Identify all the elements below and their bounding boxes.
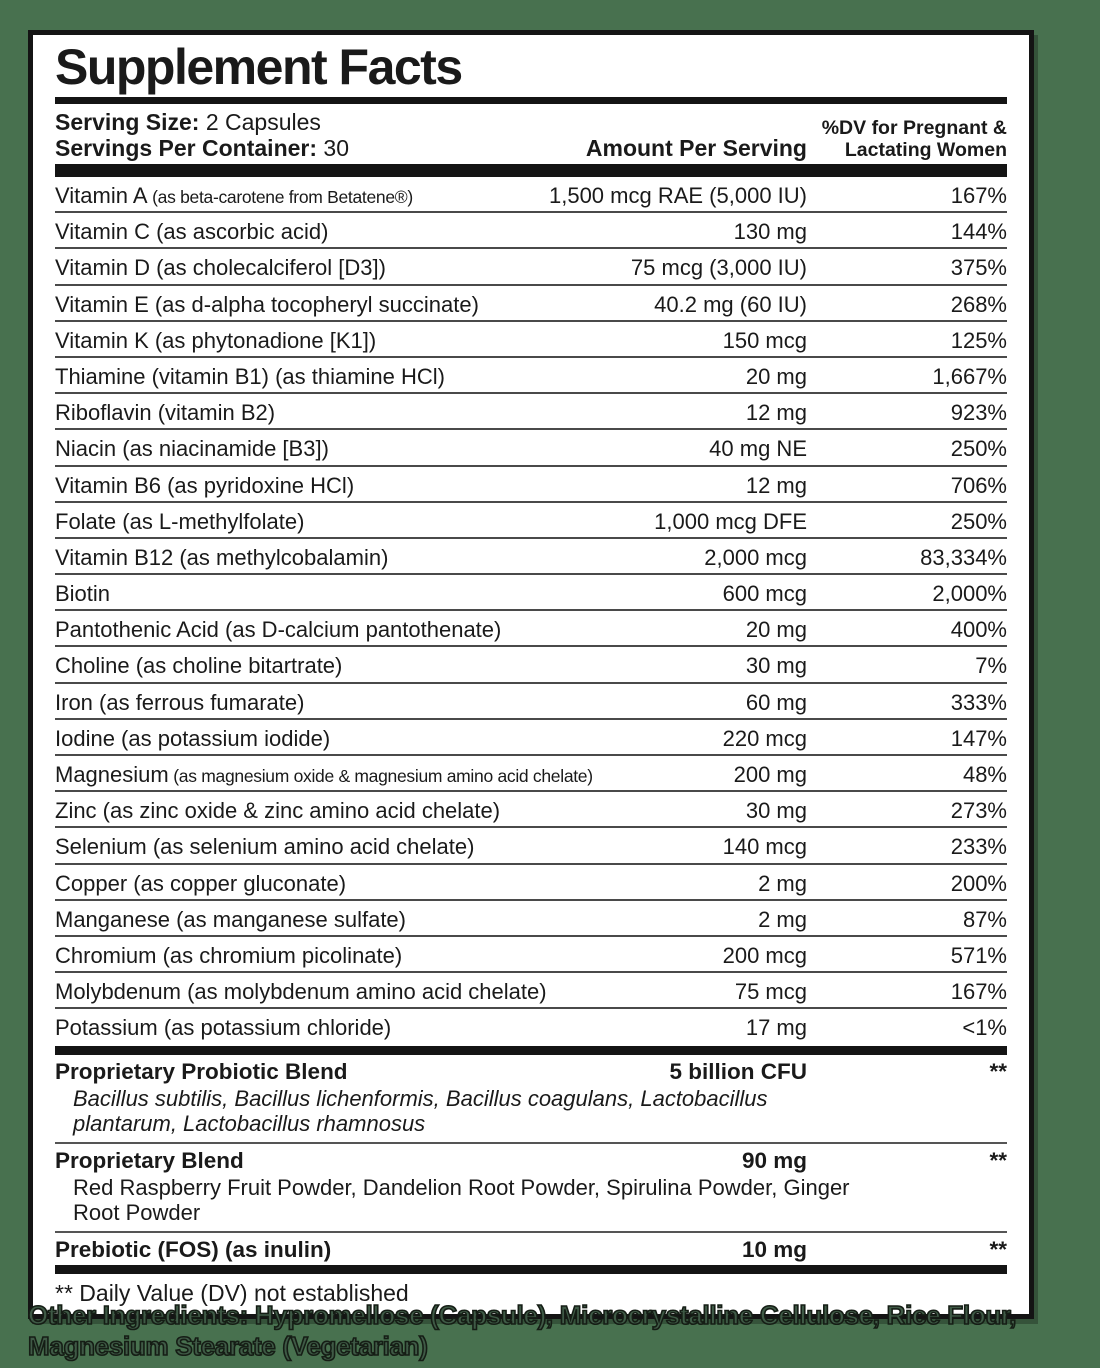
nutrient-name: Vitamin B6 (as pyridoxine HCl): [55, 472, 355, 498]
nutrient-amount: 40 mg NE: [709, 436, 807, 462]
nutrient-row: [55, 720, 1007, 756]
nutrient-name: Vitamin C (as ascorbic acid): [55, 219, 329, 245]
nutrient-row: [55, 792, 1007, 828]
daily-value-footnote: ** Daily Value (DV) not established: [55, 1279, 409, 1306]
nutrient-name: Iron (as ferrous fumarate): [55, 689, 305, 715]
nutrient-row: [55, 249, 1007, 285]
nutrient-amount: 200 mg: [733, 762, 807, 787]
blend-dv: **: [989, 1236, 1007, 1262]
blend-row: [55, 1055, 1007, 1142]
blends-divider-bar: [55, 1046, 1007, 1055]
nutrient-row: [55, 177, 1007, 213]
nutrient-dv: 1,667%: [932, 363, 1007, 389]
nutrient-dv: 333%: [950, 689, 1007, 715]
nutrient-name: Niacin (as niacinamide [B3]): [55, 436, 329, 462]
nutrient-row: [55, 394, 1007, 430]
nutrient-row: [55, 756, 1007, 792]
nutrient-dv: 167%: [950, 183, 1007, 208]
nutrient-row: [55, 213, 1007, 249]
nutrient-dv: 706%: [950, 472, 1007, 498]
nutrient-amount: 600 mcg: [722, 581, 807, 607]
nutrient-row: [55, 684, 1007, 720]
nutrient-name: Vitamin K (as phytonadione [K1]): [55, 327, 377, 353]
blend-name: Proprietary Probiotic Blend: [55, 1058, 348, 1084]
nutrient-dv: 147%: [950, 725, 1007, 751]
servings-per-container-label: Servings Per Container:: [55, 135, 318, 161]
nutrient-name: Iodine (as potassium iodide): [55, 725, 331, 751]
nutrient-dv: 375%: [950, 255, 1007, 281]
nutrient-row: [55, 575, 1007, 611]
nutrient-amount: 75 mcg: [734, 979, 807, 1005]
header-divider-bar: [55, 164, 1007, 177]
nutrient-row: [55, 467, 1007, 503]
blend-detail: Bacillus subtilis, Bacillus lichenformis, Bacillus coagulans, Lactobacillus plantarum, Lactobacillus rhamnosus: [73, 1085, 768, 1136]
nutrient-dv: 400%: [950, 617, 1007, 643]
nutrient-amount: 20 mg: [745, 363, 807, 389]
nutrient-amount: 140 mcg: [722, 834, 807, 860]
nutrient-amount: 2 mg: [758, 906, 807, 932]
nutrient-amount: 2 mg: [758, 870, 807, 896]
blend-amount: 90 mg: [741, 1147, 807, 1173]
other-ingredients-text: Hypromellose (Capsule), Microcrystalline Cellulose, Rice Flour, Magnesium Stearate (Vegetarian): [28, 1300, 1017, 1361]
nutrient-amount: 40.2 mg (60 IU): [654, 291, 807, 317]
nutrient-dv: <1%: [962, 1015, 1007, 1041]
nutrient-amount: 30 mg: [745, 798, 807, 824]
nutrient-row: [55, 611, 1007, 647]
nutrient-row: [55, 539, 1007, 575]
nutrient-name: Pantothenic Acid (as D-calcium pantothenate): [55, 617, 502, 643]
nutrient-dv: 83,334%: [920, 544, 1007, 570]
nutrient-name: Potassium (as potassium chloride): [55, 1015, 392, 1041]
nutrient-name: Copper (as copper gluconate): [55, 870, 347, 896]
nutrient-name: Chromium (as chromium picolinate): [55, 942, 403, 968]
blend-detail: Red Raspberry Fruit Powder, Dandelion Root Powder, Spirulina Powder, Ginger Root Powder: [73, 1174, 850, 1225]
nutrient-row: [55, 828, 1007, 864]
serving-header-block: [55, 104, 1007, 164]
nutrient-amount: 200 mcg: [722, 942, 807, 968]
nutrient-amount: 17 mg: [745, 1015, 807, 1041]
panel-title: Supplement Facts: [55, 39, 462, 95]
nutrient-row: [55, 503, 1007, 539]
nutrient-amount: 130 mg: [733, 219, 807, 245]
blend-amount: 10 mg: [741, 1236, 807, 1262]
nutrient-source-note: (as magnesium oxide & magnesium amino acid chelate): [168, 766, 593, 786]
nutrient-row: [55, 1009, 1007, 1045]
nutrient-amount: 1,000 mcg DFE: [654, 508, 807, 534]
nutrient-dv: 7%: [975, 653, 1007, 679]
nutrient-amount: 12 mg: [745, 400, 807, 426]
nutrient-row: [55, 358, 1007, 394]
nutrient-dv: 87%: [962, 906, 1007, 932]
dv-column-header-line1: %DV for Pregnant &: [821, 117, 1007, 139]
nutrient-name: Vitamin A (as beta-carotene from Betatene®): [55, 183, 413, 208]
nutrient-amount: 12 mg: [745, 472, 807, 498]
nutrient-amount: 30 mg: [745, 653, 807, 679]
dv-column-header: [822, 117, 1007, 161]
nutrient-row: [55, 322, 1007, 358]
blend-row: [55, 1231, 1007, 1265]
nutrient-amount: 220 mcg: [722, 725, 807, 751]
nutrient-row: [55, 973, 1007, 1009]
nutrient-row: [55, 937, 1007, 973]
nutrient-dv: 268%: [950, 291, 1007, 317]
blend-amount: 5 billion CFU: [669, 1058, 807, 1084]
nutrient-name: Selenium (as selenium amino acid chelate): [55, 834, 475, 860]
nutrient-amount: 150 mcg: [722, 327, 807, 353]
other-ingredients-label: Other Ingredients:: [28, 1300, 248, 1330]
title-divider: [55, 97, 1007, 104]
nutrient-dv: 144%: [950, 219, 1007, 245]
nutrient-name: Vitamin E (as d-alpha tocopheryl succinate): [55, 291, 479, 317]
nutrient-dv: 233%: [950, 834, 1007, 860]
amount-column-header: Amount Per Serving: [585, 135, 807, 161]
nutrient-rows: [55, 177, 1007, 1046]
nutrient-amount: 75 mcg (3,000 IU): [630, 255, 807, 281]
blend-dv: **: [989, 1147, 1007, 1173]
nutrient-name: Molybdenum (as molybdenum amino acid chelate): [55, 979, 547, 1005]
nutrient-dv: 571%: [950, 942, 1007, 968]
nutrient-name: Biotin: [55, 581, 111, 607]
blend-rows: [55, 1055, 1007, 1265]
nutrient-dv: 2,000%: [932, 581, 1007, 607]
nutrient-name: Thiamine (vitamin B1) (as thiamine HCl): [55, 363, 445, 389]
nutrient-dv: 200%: [950, 870, 1007, 896]
nutrient-row: [55, 286, 1007, 322]
nutrient-name: Manganese (as manganese sulfate): [55, 906, 406, 932]
nutrient-name: Vitamin D (as cholecalciferol [D3]): [55, 255, 386, 281]
dv-column-header-line2: Lactating Women: [844, 139, 1007, 161]
nutrient-dv: 923%: [950, 400, 1007, 426]
nutrient-dv: 250%: [950, 436, 1007, 462]
serving-size-value: 2 Capsules: [205, 109, 321, 135]
supplement-facts-panel: [28, 30, 1034, 1319]
nutrient-row: [55, 430, 1007, 466]
nutrient-dv: 250%: [950, 508, 1007, 534]
blend-name: Prebiotic (FOS) (as inulin): [55, 1236, 332, 1262]
servings-per-container-value: 30: [323, 135, 350, 161]
serving-size-label: Serving Size:: [55, 109, 200, 135]
blend-dv: **: [989, 1058, 1007, 1084]
nutrient-dv: 167%: [950, 979, 1007, 1005]
nutrient-amount: 2,000 mcg: [704, 544, 807, 570]
nutrient-row: [55, 865, 1007, 901]
nutrient-name: Magnesium (as magnesium oxide & magnesium amino acid chelate): [55, 762, 593, 787]
nutrient-dv: 273%: [950, 798, 1007, 824]
other-ingredients: [28, 1300, 1018, 1362]
nutrient-amount: 60 mg: [745, 689, 807, 715]
footnote-divider-bar: [55, 1265, 1007, 1274]
nutrient-name: Riboflavin (vitamin B2): [55, 400, 276, 426]
nutrient-row: [55, 901, 1007, 937]
nutrient-name: Folate (as L-methylfolate): [55, 508, 305, 534]
nutrient-row: [55, 647, 1007, 683]
nutrient-source-note: (as beta-carotene from Betatene®): [147, 187, 413, 207]
nutrient-name: Choline (as choline bitartrate): [55, 653, 343, 679]
nutrient-dv: 48%: [962, 762, 1007, 787]
nutrient-name: Zinc (as zinc oxide & zinc amino acid chelate): [55, 798, 501, 824]
nutrient-amount: 1,500 mcg RAE (5,000 IU): [548, 183, 807, 208]
blend-row: [55, 1142, 1007, 1231]
nutrient-name: Vitamin B12 (as methylcobalamin): [55, 544, 389, 570]
blend-name: Proprietary Blend: [55, 1147, 244, 1173]
nutrient-dv: 125%: [950, 327, 1007, 353]
nutrient-amount: 20 mg: [745, 617, 807, 643]
